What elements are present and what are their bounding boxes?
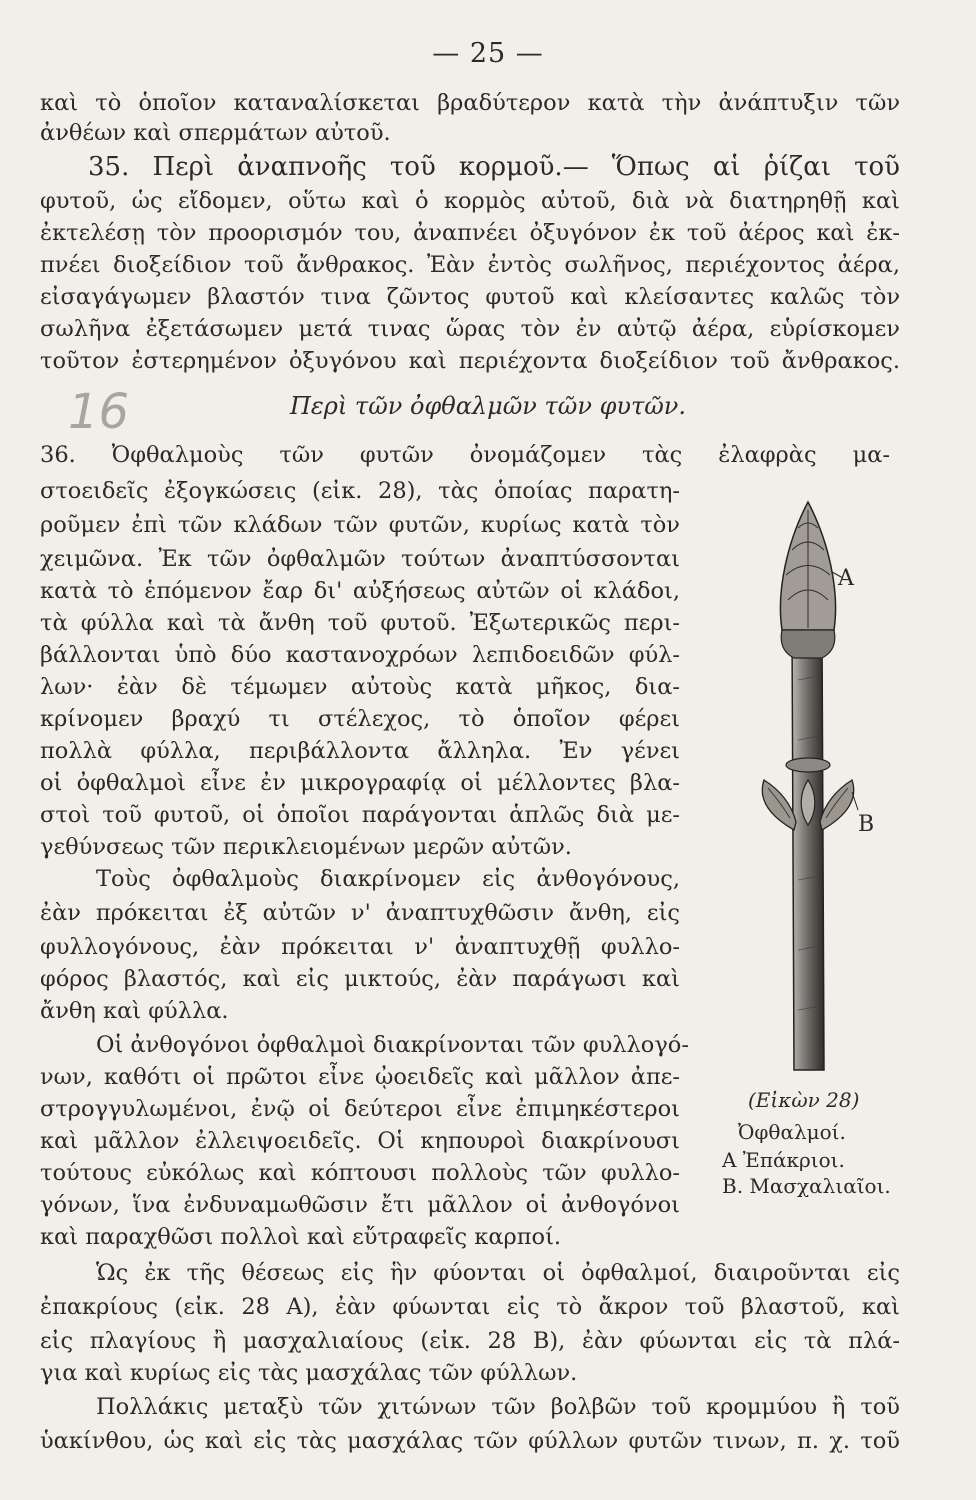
text-line: φυλλογόνους, ἐὰν πρόκειται ν' ἀναπτυχθῇ φυλλο- bbox=[40, 934, 680, 960]
section-35-line: 35. Περὶ ἀναπνοῆς τοῦ κορμοῦ.— Ὅπως αἱ ῥίζαι τοῦ bbox=[88, 152, 900, 182]
text-line: στοειδεῖς ἐξογκώσεις (εἰκ. 28), τὰς ὁποίας παρατη- bbox=[40, 478, 680, 504]
text-line: τὰ φύλλα καὶ τὰ ἄνθη τοῦ φυτοῦ. Ἐξωτερικῶς περι- bbox=[40, 610, 680, 636]
text-line: στοὶ τοῦ φυτοῦ, οἱ ὁποῖοι παράγονται ἁπλῶς διὰ με- bbox=[40, 802, 680, 828]
page-number: — 25 — bbox=[432, 38, 544, 69]
text-line: πολλὰ φύλλα, περιβάλλοντα ἄλληλα. Ἐν γένει bbox=[40, 738, 680, 764]
text-line: πνέει διοξείδιον τοῦ ἄνθρακος. Ἐὰν ἐντὸς σωλῆνος, περιέχοντος ἀέρα, bbox=[40, 252, 900, 278]
text-line: κρίνομεν βραχύ τι στέλεχος, τὸ ὁποῖον φέρει bbox=[40, 706, 680, 732]
text-line: καὶ μᾶλλον ἐλλειψοειδεῖς. Οἱ κηπουροὶ διακρίνουσι bbox=[40, 1128, 680, 1154]
text-line: γόνων, ἵνα ἐνδυναμωθῶσιν ἔτι μᾶλλον οἱ ἀνθογόνοι bbox=[40, 1192, 680, 1218]
text-line: ἐὰν πρόκειται ἐξ αὐτῶν ν' ἀναπτυχθῶσιν ἄνθη, εἰς bbox=[40, 900, 680, 926]
text-line: σωλῆνα ἐξετάσωμεν μετά τινας ὥρας τὸν ἐν αὐτῷ ἀέρα, εὑρίσκομεν bbox=[40, 316, 900, 342]
text-line: καὶ τὸ ὁποῖον καταναλίσκεται βραδύτερον κατὰ τὴν ἀνάπτυξιν τῶν bbox=[40, 90, 900, 116]
text-line: τούτους εὐκόλως καὶ κόπτουσι πολλοὺς τῶν φυλλο- bbox=[40, 1160, 680, 1186]
text-line: ἐπακρίους (εἰκ. 28 Α), ἐὰν φύωνται εἰς τὸ ἄκρον τοῦ βλαστοῦ, καὶ bbox=[40, 1294, 900, 1320]
text-line: ἐκτελέσῃ τὸν προορισμόν του, ἀναπνέει ὀξυγόνον ἐκ τοῦ ἀέρος καὶ ἐκ- bbox=[40, 220, 900, 246]
figure-label-b: B bbox=[858, 812, 875, 837]
figure-caption-b: Β. Μασχαλιαῖοι. bbox=[722, 1174, 891, 1198]
section-heading: Περὶ τῶν ὀφθαλμῶν τῶν φυτῶν. bbox=[289, 392, 687, 420]
section-36-line: 36. Ὀφθαλμοὺς τῶν φυτῶν ὀνομάζομεν τὰς ἐλαφρὰς μα- bbox=[40, 442, 890, 468]
text-line: βάλλονται ὑπὸ δύο καστανοχρόων λεπιδοειδῶν φύλ- bbox=[40, 642, 680, 668]
text-line: εἰσαγάγωμεν βλαστόν τινα ζῶντος φυτοῦ καὶ κλείσαντες καλῶς τὸν bbox=[40, 284, 900, 310]
text-line: Οἱ ἀνθογόνοι ὀφθαλμοὶ διακρίνονται τῶν φυλλογό- bbox=[96, 1032, 689, 1058]
text-line: κατὰ τὸ ἑπόμενον ἔαρ δι' αὐξήσεως αὐτῶν οἱ κλάδοι, bbox=[40, 578, 680, 604]
text-line: τοῦτον ἐστερημένον ὀξυγόνου καὶ περιέχοντα διοξείδιον τοῦ ἄνθρακος. bbox=[40, 348, 900, 374]
bud-illustration bbox=[718, 480, 898, 1080]
figure-label-a: A bbox=[838, 566, 854, 591]
text-line: φυτοῦ, ὡς εἴδομεν, οὕτω καὶ ὁ κορμὸς αὐτοῦ, διὰ νὰ διατηρηθῇ καὶ bbox=[40, 188, 900, 214]
text-line: οἱ ὀφθαλμοὶ εἶνε ἐν μικρογραφίᾳ οἱ μέλλοντες βλα- bbox=[40, 770, 680, 796]
text-line: φόρος βλαστός, καὶ εἰς μικτούς, ἐὰν παράγωσι καὶ bbox=[40, 966, 680, 992]
text-line: εἰς πλαγίους ἢ μασχαλιαίους (εἰκ. 28 Β), ἐὰν φύωνται εἰς τὰ πλά- bbox=[40, 1328, 900, 1354]
text-line: λων· ἐὰν δὲ τέμωμεν αὐτοὺς κατὰ μῆκος, δια- bbox=[40, 674, 680, 700]
text-line: ὑακίνθου, ὡς καὶ εἰς τὰς μασχάλας τῶν φύλλων φυτῶν τινων, π. χ. τοῦ bbox=[40, 1428, 900, 1454]
text-line: στρογγυλωμένοι, ἐνῷ οἱ δεύτεροι εἶνε ἐπιμηκέστεροι bbox=[40, 1096, 680, 1122]
figure-caption-a: Α Ἐπάκριοι. bbox=[722, 1148, 845, 1172]
text-line: ροῦμεν ἐπὶ τῶν κλάδων τῶν φυτῶν, κυρίως κατὰ τὸν bbox=[40, 512, 680, 538]
text-line: για καὶ κυρίως εἰς τὰς μασχάλας τῶν φύλλων. bbox=[40, 1360, 578, 1386]
text-line: Τοὺς ὀφθαλμοὺς διακρίνομεν εἰς ἀνθογόνους, bbox=[96, 866, 680, 892]
text-line: νων, καθότι οἱ πρῶτοι εἶνε ᾠοειδεῖς καὶ μᾶλλον ἀπε- bbox=[40, 1064, 680, 1090]
text-line: ἄνθη καὶ φύλλα. bbox=[40, 998, 229, 1024]
figure-caption-name: Ὀφθαλμοί. bbox=[738, 1120, 846, 1144]
text-line: Πολλάκις μεταξὺ τῶν χιτώνων τῶν βολβῶν τοῦ κρομμύου ἢ τοῦ bbox=[96, 1394, 900, 1420]
text-line: καὶ παραχθῶσι πολλοὶ καὶ εὔτραφεῖς καρποί. bbox=[40, 1224, 562, 1250]
text-line: γεθύνσεως τῶν περικλειομένων μερῶν αὐτῶν. bbox=[40, 834, 572, 860]
text-line: Ὡς ἐκ τῆς θέσεως εἰς ἣν φύονται οἱ ὀφθαλμοί, διαιροῦνται εἰς bbox=[96, 1260, 900, 1286]
handwritten-mark: 16 bbox=[68, 384, 130, 440]
text-line: ἀνθέων καὶ σπερμάτων αὐτοῦ. bbox=[40, 120, 391, 146]
figure-caption-title: (Εἰκὼν 28) bbox=[748, 1088, 860, 1112]
text-line: χειμῶνα. Ἐκ τῶν ὀφθαλμῶν τούτων ἀναπτύσσονται bbox=[40, 546, 680, 572]
